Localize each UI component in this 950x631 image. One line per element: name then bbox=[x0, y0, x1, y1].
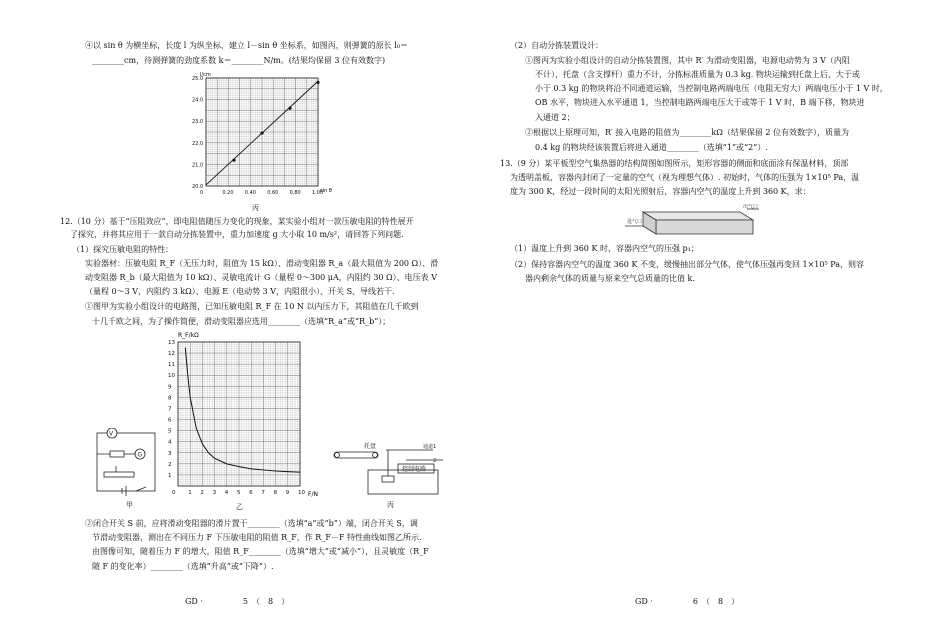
q12-p2-item1-line5: 入通道 2； bbox=[535, 113, 575, 122]
q12-p2-item1-line1: ①图丙为实验小组设计的自动分拣装置图，其中 R′ 为滑动变阻器，电源电动势为 3 V（内阻 bbox=[525, 56, 850, 65]
c1-ylabel: l/cm bbox=[200, 72, 211, 78]
x-tick-label: 5 bbox=[237, 490, 241, 496]
svg-text:G: G bbox=[137, 451, 143, 459]
y-tick-label: 23.0 bbox=[192, 119, 204, 126]
svg-text:2: 2 bbox=[433, 458, 437, 464]
y-tick-label: 11 bbox=[168, 362, 175, 369]
x-tick-label: 0.40 bbox=[244, 190, 256, 196]
y-tick-label: 13 bbox=[168, 340, 175, 346]
svg-text:托盘: 托盘 bbox=[364, 443, 377, 450]
c2-xlabel: F/N bbox=[308, 491, 318, 498]
footer-left: GD · 5 （ 8 ） bbox=[185, 597, 290, 606]
fig-bing2-caption: 丙 bbox=[387, 501, 394, 509]
q12-equipment-2: 动变阻器 R_b（最大阻值为 10 kΩ）、灵敏电流计 G（量程 0～300 μA，内阻约 30 Ω）、电压表 V bbox=[85, 273, 438, 282]
resistor-rf-icon bbox=[110, 451, 124, 457]
y-tick-label: 12 bbox=[168, 351, 175, 358]
y-tick-label: 4 bbox=[168, 439, 172, 446]
fig-outlet-label: 出气口 bbox=[743, 204, 759, 210]
x-tick-label: 10 bbox=[298, 490, 305, 496]
y-tick-label: 21.0 bbox=[192, 162, 204, 169]
c2-ylabel: R_F/kΩ bbox=[178, 332, 199, 339]
y-tick-label: 9 bbox=[168, 384, 172, 391]
q12-p2-item2-line1: ②根据以上原理可知，R′ 接入电路的阻值为________kΩ（结果保留 2 位有效数字），质量为 bbox=[525, 128, 850, 137]
chart-l-sin-theta bbox=[180, 68, 340, 208]
x-tick-label: 0.60 bbox=[267, 190, 279, 196]
sorting-device-diagram bbox=[328, 440, 450, 502]
y-tick-label: 10 bbox=[168, 373, 175, 380]
x-tick-label: 2 bbox=[200, 490, 204, 496]
q13-part1: （1）温度上升到 360 K 时，容器内空气的压强 p₁； bbox=[510, 244, 699, 253]
x-tick-label: 0.20 bbox=[222, 190, 234, 196]
q12-item2-line1: ②闭合开关 S 前，应将滑动变阻器的滑片置于________（选填“a”或“b”）端，闭合开关 S，调 bbox=[85, 519, 418, 528]
fig-bing-caption: 丙 bbox=[252, 204, 259, 212]
x-tick-label: 8 bbox=[273, 490, 278, 496]
y-tick-label: 24.0 bbox=[192, 97, 204, 104]
x-tick-label: 1.00 bbox=[312, 190, 324, 196]
y-tick-label: 7 bbox=[168, 406, 172, 413]
chart-rf-f bbox=[160, 328, 330, 503]
q11-item4-line2: ________cm，待测弹簧的劲度系数 k＝________N/m。(结果均保留 3 位有效数字) bbox=[92, 56, 386, 65]
svg-text:控制电路: 控制电路 bbox=[402, 466, 427, 473]
x-tick-label: 1 bbox=[188, 490, 192, 496]
svg-text:V: V bbox=[109, 430, 114, 438]
q12-line1: 12.（10 分）基于“压阻效应”，即电阻值随压力变化的现象，某实验小组对一款压敏电阻的特性展开 bbox=[60, 217, 414, 226]
rheostat-icon bbox=[104, 472, 134, 477]
svg-text:通道1: 通道1 bbox=[423, 444, 437, 450]
y-tick-label: 2 bbox=[168, 461, 172, 468]
q12-p2-item1-line3: 小于 0.3 kg 的物块将沿不同通道运输，当控制电路两端电压（电阻无穷大）两端电压小于 1 V 时， bbox=[535, 84, 888, 93]
x-tick-label: 3 bbox=[212, 490, 217, 496]
origin-label: 0 bbox=[172, 490, 176, 496]
footer-right: GD · 6 （ 8 ） bbox=[635, 597, 740, 606]
transparent-cover-icon bbox=[643, 212, 753, 220]
q12-p2-item1-line4: OB 水平，物块进入水平通道 1，当控制电路两端电压大于或等于 1 V 时，B 端下移，物块进 bbox=[535, 98, 865, 107]
y-tick-label: 5 bbox=[168, 428, 172, 435]
data-point bbox=[260, 131, 263, 134]
x-tick-label: 4 bbox=[224, 490, 229, 496]
q13-line2: 为透明盖板，容器内封闭了一定量的空气（视为理想气体）. 初始时，气体的压强为 1×10⁵ Pa，温 bbox=[510, 173, 860, 182]
q13-part2-line2: 器内剩余气体的质量与原来空气总质量的比值 k. bbox=[525, 274, 695, 283]
x-tick-label: 9 bbox=[285, 490, 290, 496]
y-tick-label: 1 bbox=[168, 472, 172, 479]
circuit-diagram-jia bbox=[92, 428, 162, 500]
q12-part2-title: （2）自动分拣装置设计： bbox=[510, 41, 604, 50]
q12-item2-line3: 由图像可知，随着压力 F 的增大，阻值 R_F________（选填“增大”或“减小”），且灵敏度（R_F bbox=[92, 547, 429, 556]
c1-xlabel: sin θ bbox=[320, 188, 332, 194]
data-point bbox=[232, 158, 235, 161]
data-point bbox=[316, 81, 319, 84]
fig-jia-caption: 甲 bbox=[126, 501, 133, 509]
x-tick-label: 0.80 bbox=[289, 190, 301, 196]
y-tick-label: 25.0 bbox=[192, 76, 204, 82]
x-tick-label: 0 bbox=[200, 190, 204, 196]
y-tick-label: 3 bbox=[168, 450, 172, 457]
q12-line2: 了探究，并将其应用于一款自动分拣装置中，重力加速度 g 大小取 10 m/s²，请回答下列问题. bbox=[70, 230, 404, 239]
q12-equipment-1: 实验器材：压敏电阻 R_F（无压力时，阻值为 15 kΩ）、滑动变阻器 R_a（最大阻值为 200 Ω）、滑 bbox=[85, 259, 439, 268]
q12-item1-line2: 十几千欧之间，为了操作简便，滑动变阻器应选用________（选填“R_a”或“R_b”）； bbox=[92, 317, 391, 326]
y-tick-label: 22.0 bbox=[192, 140, 204, 147]
q12-item2-line4: 随 F 的变化率）________（选填“升高”或“下降”）. bbox=[92, 562, 274, 571]
y-tick-label: 8 bbox=[168, 395, 172, 402]
q12-item2-line2: 节滑动变阻器，测出在不同压力 F 下压敏电阻的阻值 R_F，作 R_F－F 特性曲线如图乙所示. bbox=[92, 533, 422, 542]
air-collector-diagram bbox=[625, 204, 765, 238]
y-tick-label: 6 bbox=[168, 417, 172, 424]
x-tick-label: 7 bbox=[261, 490, 265, 496]
q12-equipment-3: （量程 0～3 V，内阻约 3 kΩ）、电源 E（电动势 3 V，内阻很小）、开关 S、导线若干. bbox=[85, 287, 395, 296]
q11-item4-line1: ④以 sin θ 为横坐标，长度 l 为纵坐标，建立 l－sin θ 坐标系，如图丙，则弹簧的原长 l₀＝ bbox=[85, 41, 409, 50]
q12-p2-item1-line2: 不计），托盘（含支撑杆）重力不计，分拣标准质量为 0.3 kg. 物块运输到托盘上后，大于或 bbox=[535, 70, 860, 79]
q13-line3: 度为 300 K，经过一段时间的太阳光照射后，容器内空气的温度上升到 360 K，求： bbox=[510, 187, 811, 196]
y-tick-label: 20.0 bbox=[192, 184, 204, 190]
q12-part1-title: （1）探究压敏电阻的特性： bbox=[72, 245, 174, 254]
x-tick-label: 6 bbox=[249, 490, 253, 496]
data-point bbox=[288, 107, 291, 110]
conveyor-belt-icon bbox=[334, 452, 378, 458]
q12-item1-line1: ①图甲为实验小组设计的电路图，已知压敏电阻 R_F 在 10 N 以内压力下，其阻值在几千欧到 bbox=[85, 302, 419, 311]
q13-line1: 13.（9 分）某平板型空气集热器的结构简图如图所示，矩形容器的侧面和底面涂有保温材料，顶部 bbox=[500, 159, 849, 168]
fig-inlet-label: 进气口 bbox=[627, 219, 643, 225]
fig-yi-caption: 乙 bbox=[236, 503, 243, 511]
q13-part2-line1: （2）保持容器内空气的温度 360 K 不变，缓慢抽出部分气体，使气体压强再变回 1×10⁵ Pa，则容 bbox=[510, 260, 865, 269]
q12-p2-item2-line2: 0.4 kg 的物块经该装置后将进入通道________（选填“1”或“2”）. bbox=[535, 143, 768, 152]
